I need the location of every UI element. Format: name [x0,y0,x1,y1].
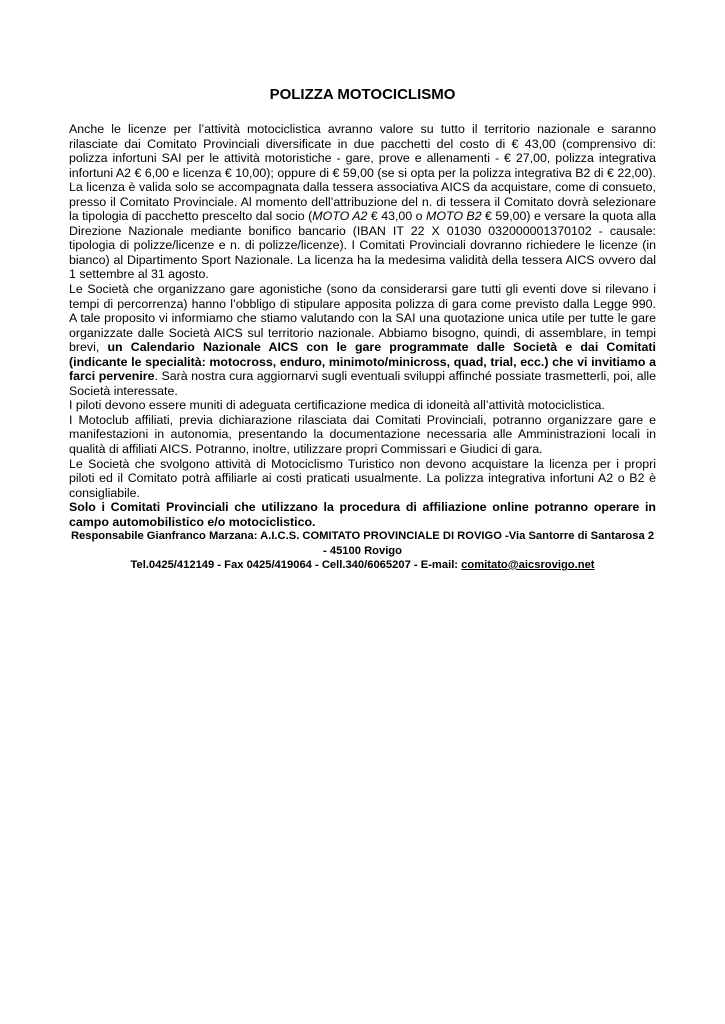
email-link[interactable]: comitato@aicsrovigo.net [461,558,595,571]
paragraph-licenses-text-3: € 59,00) e versare la quota alla Direzione Nazionale mediante bonifico bancario (IBAN IT 22 X 01030 032000001370102 - causale: tipologia di polizze/licenze e n. di polizze/licenze). I Comitati Provinciali dovranno richiedere le licenze (in bianco) al Dipartimento Sport Nazionale. La licenza ha la medesima validità della tessera AICS ovvero dal 1 settembre al 31 agosto. [69,209,656,282]
paragraph-medical-certificate: I piloti devono essere muniti di adeguata certificazione medica di idoneità all’attività motociclistica. [69,398,605,413]
paragraph-touring: Le Società che svolgono attività di Motociclismo Turistico non devono acquistare la licenza per i propri piloti ed il Comitato potrà affiliarle ai costi praticati usualmente. La polizza integrativa infortuni A2 o B2 è consigliabile. [69,456,656,500]
moto-b2-label: MOTO B2 [426,209,482,224]
paragraph-licenses-text-1: Anche le licenze per l’attività motociclistica avranno valore su tutto il territorio nazionale e saranno rilasciate dai Comitato Provinciali diversificate in due pacchetti del costo di € 43,00 (comprensivo di: polizza infortuni SAI per le attività motoristiche - gare, prove e allenamenti - € 27,00, polizza integrativa infortuni A2 € 6,00 e licenza € 10,00); oppure di € 59,00 (se si opta per la polizza integrativa B2 di € 22,00). La licenza è valida solo se accompagnata dalla tessera associativa AICS da acquistare, come di consueto, presso il Comitato Provinciale. Al momento dell’attribuzione del n. di tessera il Comitato dovrà selezionare la tipologia di pacchetto prescelto dal socio ( [69,122,656,224]
moto-a2-label: MOTO A2 [312,209,368,224]
footer-phones-text: Tel.0425/412149 - Fax 0425/419064 - Cell.340/6065207 - E-mail: [130,558,462,571]
paragraph-race-insurance-text-2: . Sarà nostra cura aggiornarvi sugli eventuali sviluppi affinché possiate trasmetterli, poi, alle Società interessate. [69,369,657,398]
paragraph-motoclub-events: I Motoclub affiliati, previa dichiarazione rilasciata dai Comitati Provinciali, potranno organizzare gare e manifestazioni in autonomia, presentando la documentazione necessaria alle Amministrazioni locali in qualità di affiliati AICS. Potranno, inoltre, utilizzare propri Commissari e Giudici di gara. [69,412,656,457]
paragraph-race-insurance-text-1: Le Società che organizzano gare agonistiche (sono da considerarsi gare tutti gli eventi dove si rilevano i tempi di percorrenza) hanno l’obbligo di stipulare apposita polizza di gara come previsto dalla Legge 990. A tale proposito vi informiamo che stiamo valutando con la SAI una quotazione unica utile per tutte le gare organizzate dalle Società AICS sul territorio nazionale. Abbiamo bisogno, quindi, di assemblare, in tempi brevi, [69,282,656,355]
paragraph-licenses-text-2: € 43,00 o [367,209,427,224]
calendar-request-highlight: un Calendario Nazionale AICS con le gare programmate dalle Società e dai Comitati (indicante le specialità: motocross, enduro, minimoto/minicross, quad, trial, ecc.) che vi invitiamo a farci pervenire [69,340,656,384]
footer-contact-phones [69,558,656,572]
paragraph-online-affiliation: Solo i Comitati Provinciali che utilizzano la procedura di affiliazione online potranno operare in campo automobilistico e/o motociclistico. [69,500,656,529]
footer-contact-responsible: Responsabile Gianfranco Marzana: A.I.C.S. COMITATO PROVINCIALE DI ROVIGO -Via Santorre di Santarosa 2 - 45100 Rovigo [70,530,655,557]
page-title: POLIZZA MOTOCICLISMO [269,86,456,103]
paragraph-licenses [69,122,656,282]
paragraph-race-insurance [69,282,656,398]
document-page [69,86,656,572]
